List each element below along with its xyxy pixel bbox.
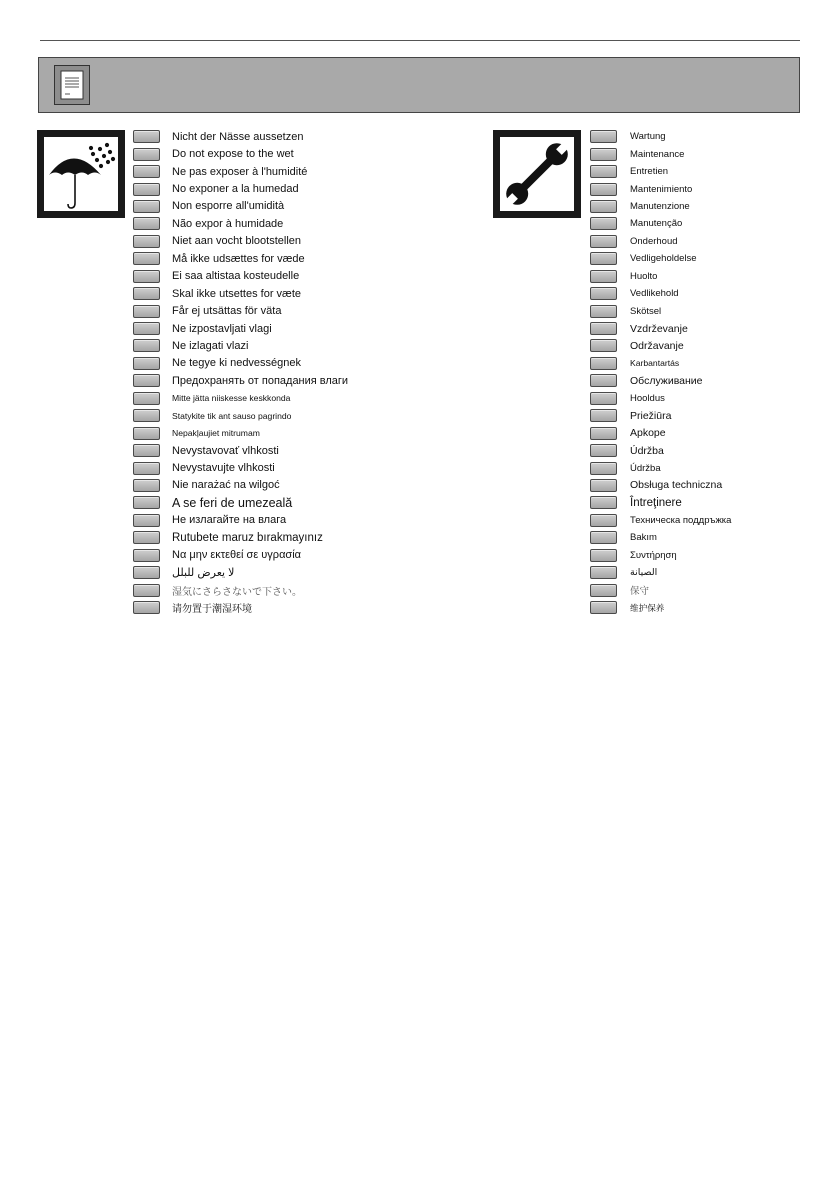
checkbox[interactable] <box>590 479 617 492</box>
list-item <box>133 581 348 598</box>
top-rule <box>40 40 800 41</box>
checkbox[interactable] <box>133 287 160 300</box>
list-item <box>133 163 348 180</box>
list-item <box>133 302 348 319</box>
list-item <box>590 355 731 372</box>
checkbox[interactable] <box>590 444 617 457</box>
checkbox[interactable] <box>590 462 617 475</box>
item-label: Nicht der Nässe aussetzen <box>172 130 304 143</box>
item-label: 保守 <box>630 586 650 598</box>
header-bar <box>38 57 800 113</box>
list-item <box>133 407 348 424</box>
item-label: Предохранять от попадания влаги <box>172 374 349 387</box>
item-label: Ne pas exposer à l'humidité <box>172 165 308 178</box>
list-item <box>133 268 348 285</box>
item-label: Ne izlagati vlazi <box>172 339 249 352</box>
item-label: Skal ikke utsettes for væte <box>172 287 301 300</box>
list-item <box>133 355 348 372</box>
list-item <box>590 599 731 616</box>
checkbox[interactable] <box>590 235 617 248</box>
list-item <box>590 459 731 476</box>
checkbox[interactable] <box>590 200 617 213</box>
document-icon <box>54 65 90 105</box>
checkbox[interactable] <box>590 409 617 422</box>
checkbox[interactable] <box>133 392 160 405</box>
item-label: لا يعرض للبلل <box>172 567 235 580</box>
item-label: 湿気にさらさないで下さい。 <box>172 586 302 598</box>
item-label: Mantenimiento <box>630 183 693 195</box>
item-label: Skötsel <box>630 305 662 317</box>
checkbox[interactable] <box>590 322 617 335</box>
checkbox[interactable] <box>133 200 160 213</box>
list-item <box>133 233 348 250</box>
checkbox[interactable] <box>590 514 617 527</box>
list-item <box>590 163 731 180</box>
list-item <box>133 547 348 564</box>
checkbox[interactable] <box>133 514 160 527</box>
item-label: Manutenzione <box>630 200 690 212</box>
checkbox[interactable] <box>590 566 617 579</box>
list-item <box>590 512 731 529</box>
list-item <box>133 442 348 459</box>
list-item <box>590 198 731 215</box>
checkbox[interactable] <box>133 252 160 265</box>
item-label: Údržba <box>630 462 661 474</box>
checkbox[interactable] <box>133 357 160 370</box>
checkbox[interactable] <box>590 549 617 562</box>
checkbox[interactable] <box>590 165 617 178</box>
checkbox[interactable] <box>590 339 617 352</box>
checkbox[interactable] <box>133 479 160 492</box>
checkbox[interactable] <box>133 148 160 161</box>
list-item <box>133 477 348 494</box>
checkbox[interactable] <box>133 270 160 283</box>
checkbox[interactable] <box>133 305 160 318</box>
list-item <box>590 233 731 250</box>
list-item <box>590 320 731 337</box>
item-label: Onderhoud <box>630 235 678 247</box>
item-label: Bakım <box>630 532 657 544</box>
item-label: Ne tegye ki nedvességnek <box>172 357 302 370</box>
checkbox[interactable] <box>590 584 617 597</box>
item-label: Non esporre all'umidità <box>172 200 285 213</box>
list-item <box>590 494 731 511</box>
item-label: Vzdrževanje <box>630 322 688 335</box>
item-label: Karbantartás <box>630 358 680 369</box>
list-item <box>133 564 348 581</box>
list-item <box>133 145 348 162</box>
checkbox[interactable] <box>590 374 617 387</box>
item-label: Održavanje <box>630 339 684 352</box>
checkbox[interactable] <box>133 531 160 544</box>
item-label: Wartung <box>630 131 666 143</box>
checkbox[interactable] <box>133 235 160 248</box>
checkbox[interactable] <box>590 217 617 230</box>
checkbox[interactable] <box>133 165 160 178</box>
list-item <box>590 581 731 598</box>
checkbox[interactable] <box>590 357 617 370</box>
checkbox[interactable] <box>590 130 617 143</box>
checkbox[interactable] <box>133 496 160 509</box>
item-label: Do not expose to the wet <box>172 148 294 161</box>
list-item <box>590 390 731 407</box>
item-label: الصيانة <box>630 567 658 579</box>
list-item <box>133 390 348 407</box>
item-label: Întreţinere <box>630 496 682 509</box>
checkbox[interactable] <box>133 217 160 230</box>
checkbox[interactable] <box>133 339 160 352</box>
list-item <box>133 372 348 389</box>
item-label: Får ej utsättas för väta <box>172 305 282 318</box>
list-item <box>133 285 348 302</box>
list-item <box>590 215 731 232</box>
item-label: 请勿置于潮湿环境 <box>172 604 252 616</box>
item-label: Ei saa altistaa kosteudelle <box>172 270 300 283</box>
checkbox[interactable] <box>133 444 160 457</box>
list-item <box>133 494 348 511</box>
item-label: No exponer a la humedad <box>172 183 299 196</box>
item-label: Obsługa techniczna <box>630 479 723 492</box>
item-label: Mitte jätta niiskesse keskkonda <box>172 393 291 404</box>
umbrella-rain-icon <box>37 130 125 218</box>
list-item <box>133 599 348 616</box>
list-item <box>590 180 731 197</box>
list-item <box>133 512 348 529</box>
checkbox[interactable] <box>133 409 160 422</box>
item-label: 维护保养 <box>630 602 665 613</box>
checkbox[interactable] <box>590 148 617 161</box>
checkbox[interactable] <box>590 531 617 544</box>
list-item <box>133 320 348 337</box>
list-item <box>133 215 348 232</box>
list-item <box>590 407 731 424</box>
item-label: Hooldus <box>630 392 665 404</box>
list-item <box>133 128 348 145</box>
item-label: Συντήρηση <box>630 549 677 561</box>
list-item <box>590 477 731 494</box>
item-label: Nepakļaujiet mitrumam <box>172 428 260 439</box>
list-item <box>590 424 731 441</box>
item-label: Nevystavovať vlhkosti <box>172 444 279 457</box>
list-item <box>133 529 348 546</box>
list-item <box>590 442 731 459</box>
item-label: A se feri de umezeală <box>172 495 293 510</box>
item-label: Vedligeholdelse <box>630 253 697 265</box>
checkbox[interactable] <box>590 496 617 509</box>
list-item <box>590 250 731 267</box>
item-label: Maintenance <box>630 148 685 160</box>
moisture-list <box>133 128 348 616</box>
item-label: Nevystavujte vlhkosti <box>172 462 275 475</box>
checkbox[interactable] <box>590 252 617 265</box>
item-label: Údržba <box>630 444 664 457</box>
list-item <box>590 547 731 564</box>
list-item <box>590 302 731 319</box>
checkbox[interactable] <box>133 130 160 143</box>
checkbox[interactable] <box>133 584 160 597</box>
checkbox[interactable] <box>133 183 160 196</box>
checkbox[interactable] <box>590 183 617 196</box>
item-label: Priežiūra <box>630 409 672 422</box>
item-label: Entretien <box>630 166 669 178</box>
checkbox[interactable] <box>590 601 617 614</box>
checkbox[interactable] <box>133 549 160 562</box>
item-label: Να μην εκτεθεί σε υγρασία <box>172 549 302 562</box>
maintenance-list <box>590 128 731 616</box>
wrench-icon <box>493 130 581 218</box>
checkbox[interactable] <box>133 601 160 614</box>
list-item <box>590 285 731 302</box>
list-item <box>590 564 731 581</box>
list-item <box>133 459 348 476</box>
item-label: Huolto <box>630 270 658 282</box>
list-item <box>590 145 731 162</box>
checkbox[interactable] <box>590 287 617 300</box>
list-item <box>133 198 348 215</box>
checkbox[interactable] <box>133 374 160 387</box>
item-label: Niet aan vocht blootstellen <box>172 235 302 248</box>
list-item <box>133 424 348 441</box>
item-label: Rutubete maruz bırakmayınız <box>172 531 323 544</box>
list-item <box>133 337 348 354</box>
checkbox[interactable] <box>590 270 617 283</box>
list-item <box>133 250 348 267</box>
item-label: Не излагайте на влага <box>172 514 287 527</box>
list-item <box>590 337 731 354</box>
checkbox[interactable] <box>590 305 617 318</box>
item-label: Må ikke udsættes for væde <box>172 252 305 265</box>
item-label: Não expor à humidade <box>172 217 284 230</box>
item-label: Обслуживание <box>630 374 703 387</box>
item-label: Техническа поддръжка <box>630 514 732 526</box>
checkbox[interactable] <box>133 566 160 579</box>
list-item <box>590 128 731 145</box>
checkbox[interactable] <box>590 392 617 405</box>
checkbox[interactable] <box>133 462 160 475</box>
list-item <box>590 372 731 389</box>
item-label: Nie narażać na wilgoć <box>172 479 280 492</box>
list-item <box>590 268 731 285</box>
item-label: Vedlikehold <box>630 288 679 300</box>
list-item <box>590 529 731 546</box>
checkbox[interactable] <box>133 322 160 335</box>
item-label: Apkope <box>630 427 666 440</box>
list-item <box>133 180 348 197</box>
item-label: Ne izpostavljati vlagi <box>172 322 272 335</box>
item-label: Statykite tik ant sauso pagrindo <box>172 410 292 421</box>
checkbox[interactable] <box>133 427 160 440</box>
checkbox[interactable] <box>590 427 617 440</box>
item-label: Manutenção <box>630 218 683 230</box>
